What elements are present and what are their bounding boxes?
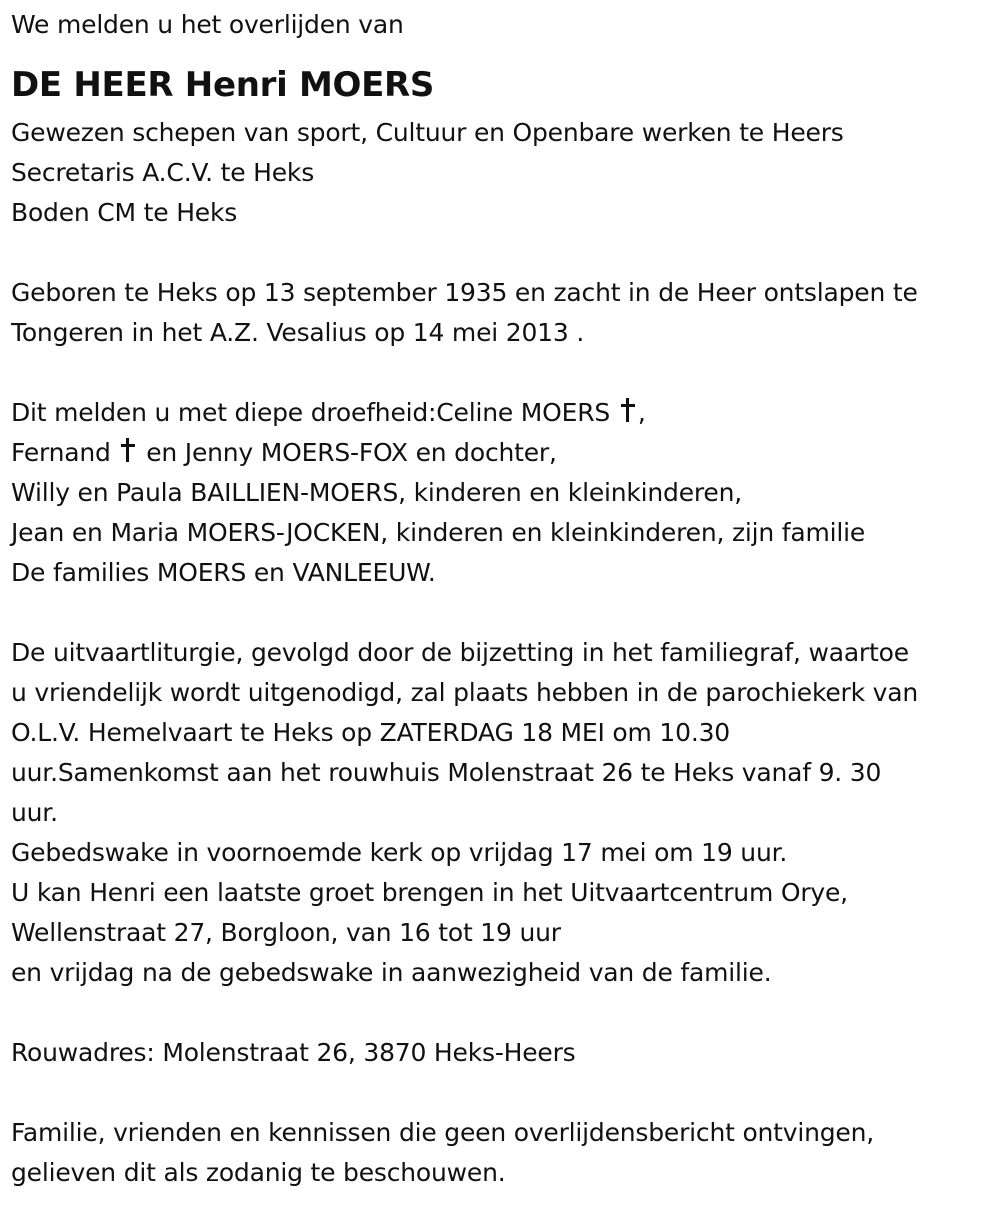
service-line: U kan Henri een laatste groet brengen in het Uitvaartcentrum Orye,	[11, 878, 848, 907]
spacer	[11, 233, 996, 273]
birth-line: Geboren te Heks op 13 september 1935 en zacht in de Heer ontslapen te	[11, 278, 918, 307]
family-text: ,	[637, 398, 646, 427]
death-notice	[11, 5, 996, 1193]
service-line: en vrijdag na de gebedswake in aanwezigheid van de familie.	[11, 958, 772, 987]
service-block	[11, 633, 996, 993]
family-text: Dit melden u met diepe droefheid:Celine MOERS	[11, 398, 611, 427]
service-line: uur.	[11, 798, 58, 827]
function-line: Gewezen schepen van sport, Cultuur en Openbare werken te Heers	[11, 118, 844, 147]
closing-block	[11, 1113, 996, 1193]
family-text: en Jenny MOERS-FOX en dochter,	[138, 438, 557, 467]
cross-icon	[621, 398, 635, 424]
intro-line: We melden u het overlijden van	[11, 10, 404, 39]
function-line: Boden CM te Heks	[11, 198, 238, 227]
spacer	[11, 353, 996, 393]
service-line: De uitvaartliturgie, gevolgd door de bijzetting in het familiegraf, waartoe	[11, 638, 909, 667]
function-line: Secretaris A.C.V. te Heks	[11, 158, 315, 187]
family-block	[11, 393, 996, 593]
closing-line: gelieven dit als zodanig te beschouwen.	[11, 1158, 506, 1187]
service-line: u vriendelijk wordt uitgenodigd, zal plaats hebben in de parochiekerk van	[11, 678, 918, 707]
service-line: O.L.V. Hemelvaart te Heks op ZATERDAG 18 MEI om 10.30	[11, 718, 730, 747]
spacer	[11, 993, 996, 1033]
functions-block	[11, 113, 996, 233]
spacer	[11, 593, 996, 633]
closing-line: Familie, vrienden en kennissen die geen overlijdensbericht ontvingen,	[11, 1118, 875, 1147]
mourning-address: Rouwadres: Molenstraat 26, 3870 Heks-Heers	[11, 1038, 576, 1067]
family-line	[11, 393, 996, 433]
birth-block	[11, 273, 996, 353]
deceased-name: DE HEER Henri MOERS	[11, 65, 435, 105]
birth-line: Tongeren in het A.Z. Vesalius op 14 mei 2013 .	[11, 318, 585, 347]
family-line: Willy en Paula BAILLIEN-MOERS, kinderen en kleinkinderen,	[11, 478, 743, 507]
family-text: Fernand	[11, 438, 111, 467]
family-line: De families MOERS en VANLEEUW.	[11, 558, 436, 587]
service-line: Gebedswake in voornoemde kerk op vrijdag 17 mei om 19 uur.	[11, 838, 788, 867]
family-line: Jean en Maria MOERS-JOCKEN, kinderen en kleinkinderen, zijn familie	[11, 518, 866, 547]
cross-icon	[121, 438, 135, 464]
service-line: Wellenstraat 27, Borgloon, van 16 tot 19 uur	[11, 918, 561, 947]
service-line: uur.Samenkomst aan het rouwhuis Molenstraat 26 te Heks vanaf 9. 30	[11, 758, 882, 787]
family-line	[11, 433, 996, 473]
spacer	[11, 1073, 996, 1113]
